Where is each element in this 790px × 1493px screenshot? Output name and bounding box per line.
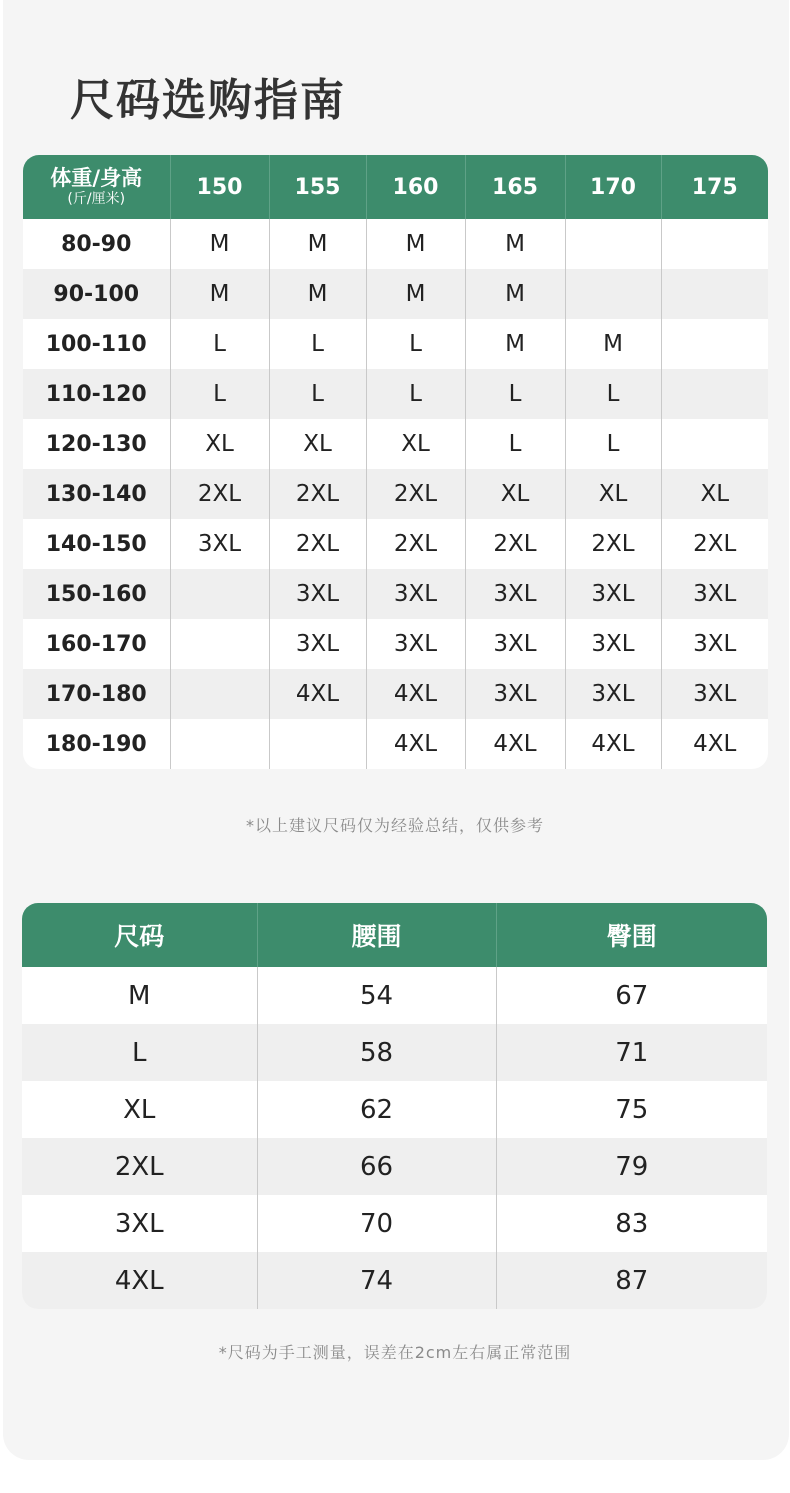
size-cell: 3XL <box>661 619 768 669</box>
size-cell: 3XL <box>114 1208 164 1239</box>
size-cell <box>170 719 269 769</box>
size-cell: 2XL <box>170 469 269 519</box>
weight-range-cell: 170-180 <box>23 669 170 719</box>
size-cell: XL <box>366 419 465 469</box>
weight-range-cell: 150-160 <box>23 569 170 619</box>
height-header: 160 <box>366 155 465 219</box>
size-table-row <box>23 719 768 769</box>
size-cell: L <box>269 369 366 419</box>
hip-cell: 83 <box>496 1195 767 1252</box>
size-cell: M <box>366 269 465 319</box>
weight-range-cell: 180-190 <box>45 731 147 757</box>
size-cell: 3XL <box>465 569 565 619</box>
measurement-row <box>22 1195 767 1252</box>
size-cell: 3XL <box>565 619 661 669</box>
size-cell: 4XL <box>366 719 465 769</box>
waist-cell: 58 <box>257 1024 496 1081</box>
weight-range-cell: 100-110 <box>45 331 147 357</box>
size-cell: 4XL <box>366 669 465 719</box>
measurement-row <box>22 1024 767 1081</box>
size-cell: 4XL <box>565 719 661 769</box>
size-cell: 2XL <box>366 519 465 569</box>
height-header: 175 <box>661 155 768 219</box>
size-cell <box>661 319 768 369</box>
size-cell: L <box>366 369 465 419</box>
size-cell: 2XL <box>661 519 768 569</box>
weight-range-cell: 90-100 <box>23 269 170 319</box>
size-cell: L <box>366 319 465 369</box>
size-cell: M <box>465 319 565 369</box>
hip-column-header: 臀围 <box>496 903 767 967</box>
corner-header <box>23 155 170 219</box>
hip-cell: 79 <box>496 1138 767 1195</box>
measurement-row <box>22 1081 767 1138</box>
size-recommendation-table <box>23 155 768 769</box>
size-cell: 3XL <box>366 569 465 619</box>
size-cell: XL <box>565 469 661 519</box>
size-cell <box>170 619 269 669</box>
size-cell: M <box>465 219 565 269</box>
size-cell: M <box>565 319 661 369</box>
size-cell <box>170 669 269 719</box>
size-cell: L <box>565 419 661 469</box>
size-table-row <box>23 569 768 619</box>
size-cell: XL <box>123 1094 156 1125</box>
size-cell: L <box>170 369 269 419</box>
size-cell: 2XL <box>366 469 465 519</box>
size-table-header-row <box>23 155 768 219</box>
size-cell: 3XL <box>565 669 661 719</box>
size-cell: XL <box>465 469 565 519</box>
weight-range-cell: 110-120 <box>23 369 170 419</box>
measurement-note: *尺码为手工测量，误差在2cm左右属正常范围 <box>218 1343 572 1362</box>
size-cell: 3XL <box>661 669 768 719</box>
size-cell: L <box>22 1024 257 1081</box>
size-cell: 2XL <box>269 519 366 569</box>
size-cell: L <box>269 319 366 369</box>
size-cell: L <box>170 319 269 369</box>
corner-header-main: 体重/身高 <box>50 166 143 190</box>
hip-cell: 71 <box>496 1024 767 1081</box>
size-cell: 3XL <box>565 569 661 619</box>
measurement-row <box>22 967 767 1024</box>
size-cell <box>565 219 661 269</box>
size-table-row <box>23 519 768 569</box>
waist-cell: 66 <box>257 1138 496 1195</box>
size-cell <box>661 219 768 269</box>
waist-cell: 74 <box>257 1252 496 1309</box>
size-cell: L <box>465 369 565 419</box>
size-cell <box>661 369 768 419</box>
size-cell: 3XL <box>465 669 565 719</box>
size-table-row <box>23 369 768 419</box>
size-cell: 3XL <box>465 619 565 669</box>
size-cell: XL <box>170 419 269 469</box>
waist-cell: 70 <box>257 1195 496 1252</box>
measurement-table <box>22 903 767 1309</box>
size-cell: M <box>128 980 151 1011</box>
size-cell: M <box>170 219 269 269</box>
measurement-row <box>22 1252 767 1309</box>
size-cell <box>661 269 768 319</box>
size-cell: M <box>269 269 366 319</box>
size-cell: 4XL <box>269 669 366 719</box>
size-table-row <box>23 619 768 669</box>
size-cell: XL <box>661 469 768 519</box>
page-title: 尺码选购指南 <box>70 75 346 126</box>
height-header: 165 <box>465 155 565 219</box>
size-cell: 4XL <box>661 719 768 769</box>
weight-range-cell: 160-170 <box>45 631 147 657</box>
size-cell: M <box>269 219 366 269</box>
size-cell: 2XL <box>269 469 366 519</box>
size-cell: 3XL <box>661 569 768 619</box>
size-cell: 3XL <box>170 519 269 569</box>
height-header: 170 <box>565 155 661 219</box>
weight-range-cell: 80-90 <box>61 231 132 257</box>
size-cell <box>170 569 269 619</box>
size-recommendation-note: *以上建议尺码仅为经验总结，仅供参考 <box>245 816 544 835</box>
size-cell: 3XL <box>269 569 366 619</box>
size-cell <box>269 719 366 769</box>
weight-range-cell: 120-130 <box>45 431 147 457</box>
height-header: 155 <box>269 155 366 219</box>
size-table-row <box>23 669 768 719</box>
measurement-table-header-row <box>22 903 767 967</box>
measurement-row <box>22 1138 767 1195</box>
size-cell: 2XL <box>465 519 565 569</box>
size-cell: 3XL <box>366 619 465 669</box>
weight-range-cell: 140-150 <box>45 531 147 557</box>
size-column-header: 尺码 <box>22 903 257 967</box>
weight-range-cell: 130-140 <box>23 469 170 519</box>
hip-cell: 75 <box>496 1081 767 1138</box>
size-table-row <box>23 319 768 369</box>
size-cell: M <box>170 269 269 319</box>
size-table-row <box>23 469 768 519</box>
size-cell <box>661 419 768 469</box>
corner-header-sub: (斤/厘米) <box>67 191 126 207</box>
size-cell: 4XL <box>465 719 565 769</box>
size-cell: L <box>565 369 661 419</box>
size-cell: 4XL <box>22 1252 257 1309</box>
size-cell: 3XL <box>269 619 366 669</box>
waist-cell: 62 <box>257 1081 496 1138</box>
waist-cell: 54 <box>257 967 496 1024</box>
size-cell: 2XL <box>565 519 661 569</box>
hip-cell: 67 <box>496 967 767 1024</box>
size-table-row <box>23 219 768 269</box>
size-table-row <box>23 419 768 469</box>
size-cell: XL <box>269 419 366 469</box>
hip-cell: 87 <box>496 1252 767 1309</box>
size-cell: M <box>465 269 565 319</box>
size-cell: M <box>366 219 465 269</box>
size-table-row <box>23 269 768 319</box>
waist-column-header: 腰围 <box>257 903 496 967</box>
size-cell <box>565 269 661 319</box>
height-header: 150 <box>170 155 269 219</box>
size-cell: L <box>465 419 565 469</box>
size-cell: 2XL <box>22 1138 257 1195</box>
